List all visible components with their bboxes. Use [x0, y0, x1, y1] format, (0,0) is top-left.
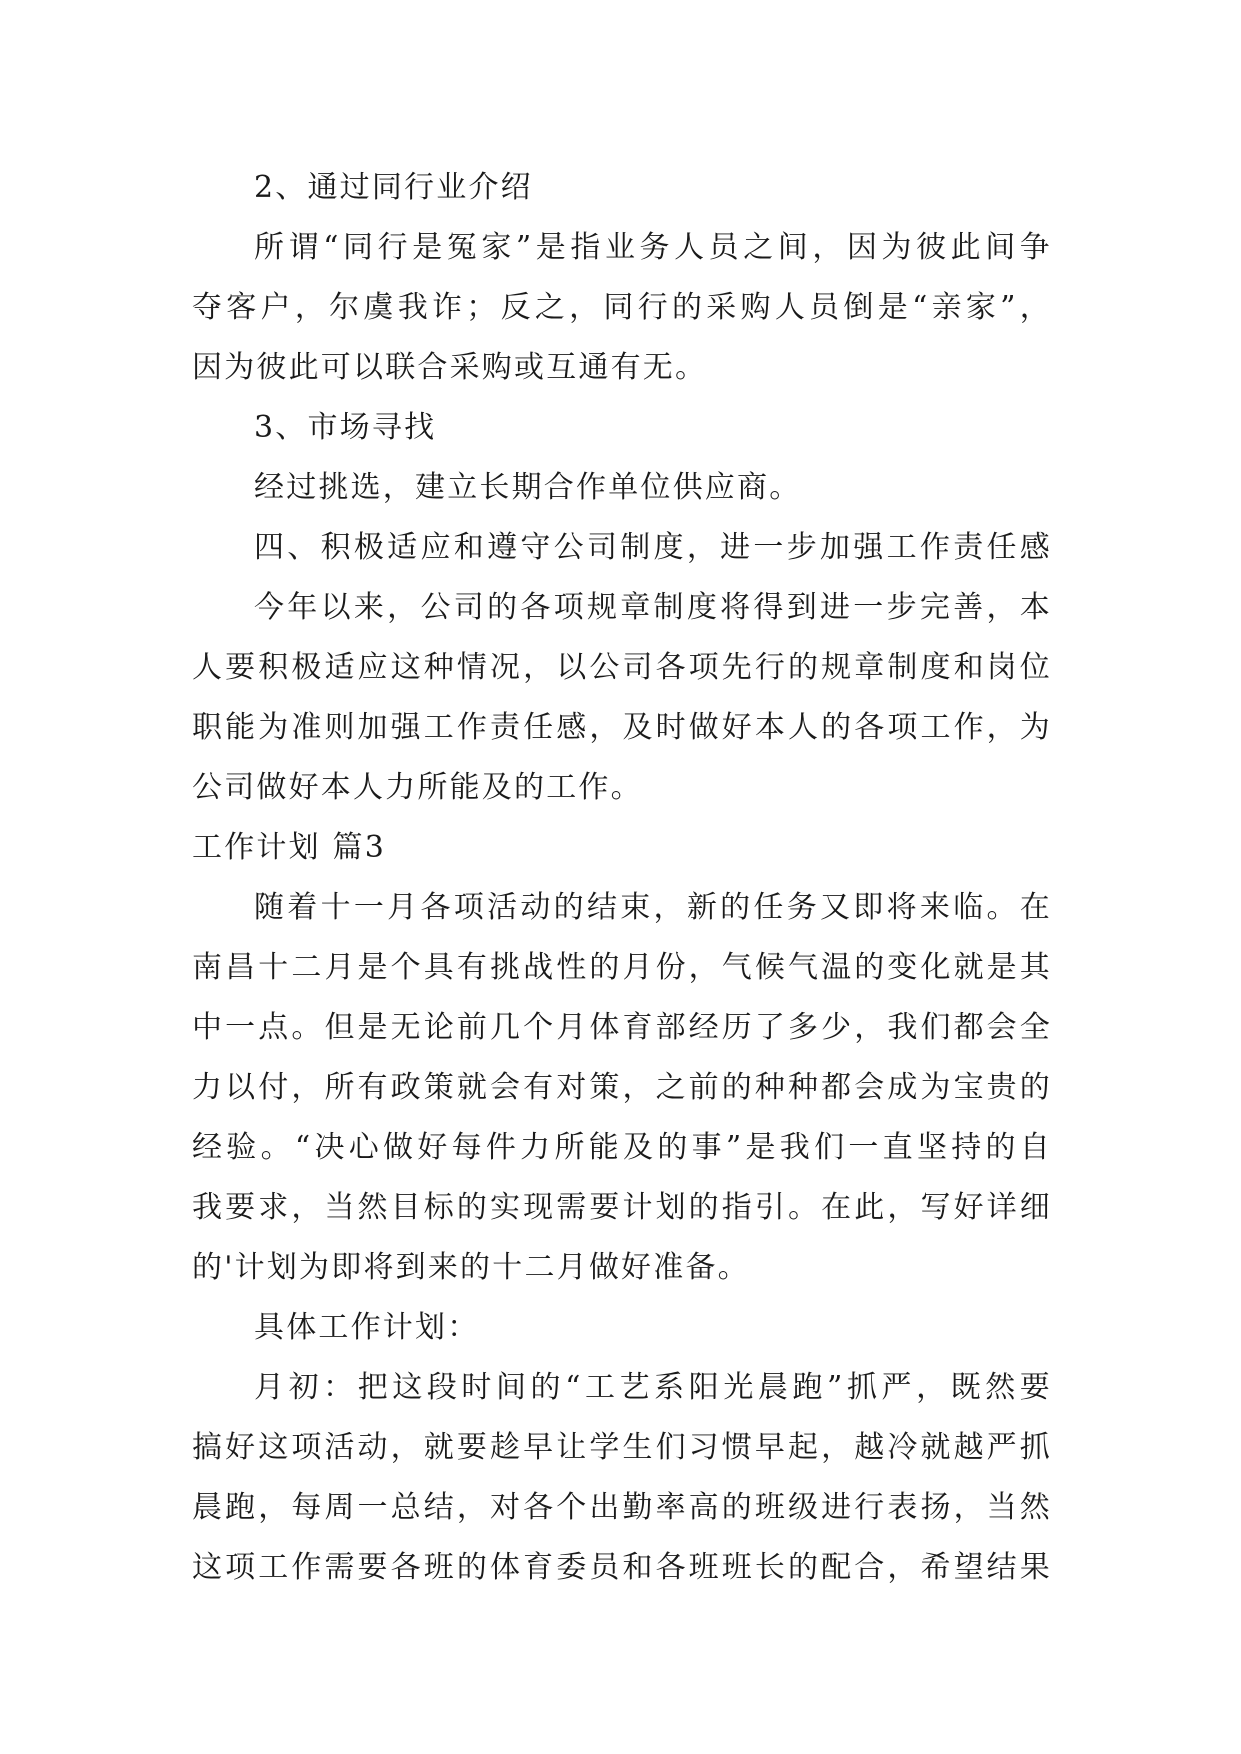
document-body: [192, 158, 1052, 1598]
paragraph-line: 月初：把这段时间的“工艺系阳光晨跑”抓严，既然要: [254, 1370, 1052, 1405]
paragraph-line: 中一点。但是无论前几个月体育部经历了多少，我们都会全: [192, 1010, 1052, 1045]
paragraph-line: 这项工作需要各班的体育委员和各班班长的配合，希望结果: [192, 1550, 1052, 1585]
subheading-line: 2、通过同行业介绍: [254, 170, 533, 205]
paragraph-line: 经过挑选，建立长期合作单位供应商。: [254, 470, 802, 505]
paragraph-line: 的'计划为即将到来的十二月做好准备。: [192, 1250, 750, 1285]
paragraph-line: 我要求，当然目标的实现需要计划的指引。在此，写好详细: [192, 1190, 1052, 1225]
subheading-line: 具体工作计划：: [254, 1310, 480, 1345]
paragraph-line: 职能为准则加强工作责任感，及时做好本人的各项工作，为: [192, 710, 1052, 745]
paragraph-line: 公司做好本人力所能及的工作。: [192, 770, 643, 805]
section-heading: 四、积极适应和遵守公司制度，进一步加强工作责任感: [254, 530, 1052, 565]
paragraph-line: 随着十一月各项活动的结束，新的任务又即将来临。在: [254, 890, 1052, 925]
paragraph-line: 今年以来，公司的各项规章制度将得到进一步完善，本: [254, 590, 1052, 625]
paragraph-line: 人要积极适应这种情况，以公司各项先行的规章制度和岗位: [192, 650, 1052, 685]
paragraph-line: 搞好这项活动，就要趁早让学生们习惯早起，越冷就越严抓: [192, 1430, 1052, 1465]
paragraph-line: 所谓“同行是冤家”是指业务人员之间，因为彼此间争: [254, 230, 1052, 265]
paragraph-line: 因为彼此可以联合采购或互通有无。: [192, 350, 708, 385]
paragraph-line: 南昌十二月是个具有挑战性的月份，气候气温的变化就是其: [192, 950, 1052, 985]
article-title: 工作计划 篇3: [192, 830, 387, 865]
paragraph-line: 力以付，所有政策就会有对策，之前的种种都会成为宝贵的: [192, 1070, 1052, 1105]
subheading-line: 3、市场寻找: [254, 410, 437, 445]
paragraph-line: 晨跑，每周一总结，对各个出勤率高的班级进行表扬，当然: [192, 1490, 1052, 1525]
paragraph-line: 夺客户，尔虞我诈；反之，同行的采购人员倒是“亲家”，: [192, 290, 1052, 325]
paragraph-line: 经验。“决心做好每件力所能及的事”是我们一直坚持的自: [192, 1130, 1052, 1165]
